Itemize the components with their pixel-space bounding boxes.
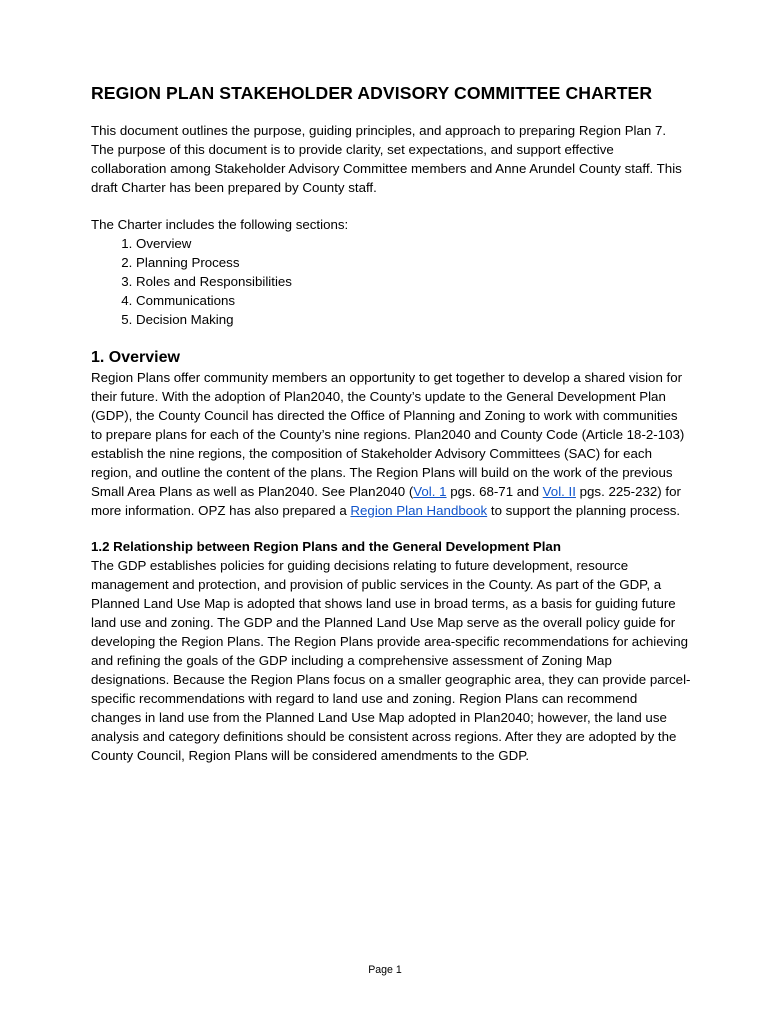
overview-heading: 1. Overview <box>91 349 180 366</box>
list-item: 1. Overview <box>136 234 691 253</box>
document-page <box>91 82 691 765</box>
list-item: 2. Planning Process <box>136 253 691 272</box>
vol-2-link[interactable]: Vol. II <box>542 484 576 499</box>
vol-1-link[interactable]: Vol. 1 <box>413 484 447 499</box>
document-title: REGION PLAN STAKEHOLDER ADVISORY COMMITTEE CHARTER <box>91 83 653 103</box>
page-number: Page 1 <box>368 964 402 976</box>
overview-text-2: pgs. 68-71 and <box>446 484 543 499</box>
intro-paragraph: This document outlines the purpose, guiding principles, and approach to preparing Region Plan 7. The purpose of this document is to provide clarity, set expectations, and support effective collaboration among Stakeholder Advisory Committee members and Anne Arundel County staff. This draft Charter has been prepared by County staff. <box>91 123 682 195</box>
list-item: 5. Decision Making <box>136 310 691 329</box>
relationship-paragraph: The GDP establishes policies for guiding decisions relating to future development, resource management and protection, and provision of public services in the County. As part of the GDP, a Planned Land Use Map is adopted that shows land use in broad terms, as a basis for guiding future land use and zoning. The GDP and the Planned Land Use Map serve as the overall policy guide for developing the Region Plans. The Region Plans provide area-specific recommendations for achieving and refining the goals of the GDP including a comprehensive assessment of Zoning Map designations. Because the Region Plans focus on a smaller geographic area, they can provide parcel-specific recommendations with regard to land use and zoning. Region Plans can recommend changes in land use from the Planned Land Use Map adopted in Plan2040; however, the land use analysis and category definitions should be consistent across regions. After they are adopted by the County Council, Region Plans will be considered amendments to the GDP. <box>91 558 691 763</box>
overview-text-1: Region Plans offer community members an opportunity to get together to develop a shared vision for their future. With the adoption of Plan2040, the County’s update to the General Development Plan (GDP), the County Council has directed the Office of Planning and Zoning to work with communities to prepare plans for each of the County’s nine regions. Plan2040 and County Code (Article 18-2-103) establish the nine regions, the composition of Stakeholder Advisory Committees (SAC) for each region, and outline the content of the plans. The Region Plans will build on the work of the previous Small Area Plans as well as Plan2040. See Plan2040 ( <box>91 370 685 499</box>
overview-text-4: to support the planning process. <box>487 503 681 518</box>
list-item: 4. Communications <box>136 291 691 310</box>
sections-intro: The Charter includes the following sections: <box>91 217 349 232</box>
relationship-heading: 1.2 Relationship between Region Plans and the General Development Plan <box>91 539 561 554</box>
region-plan-handbook-link[interactable]: Region Plan Handbook <box>350 503 488 518</box>
list-item: 3. Roles and Responsibilities <box>136 272 691 291</box>
sections-list <box>91 234 691 329</box>
overview-text-3: pgs. 225-232) for more information. OPZ has also prepared a <box>91 484 681 518</box>
overview-paragraph <box>91 368 691 520</box>
